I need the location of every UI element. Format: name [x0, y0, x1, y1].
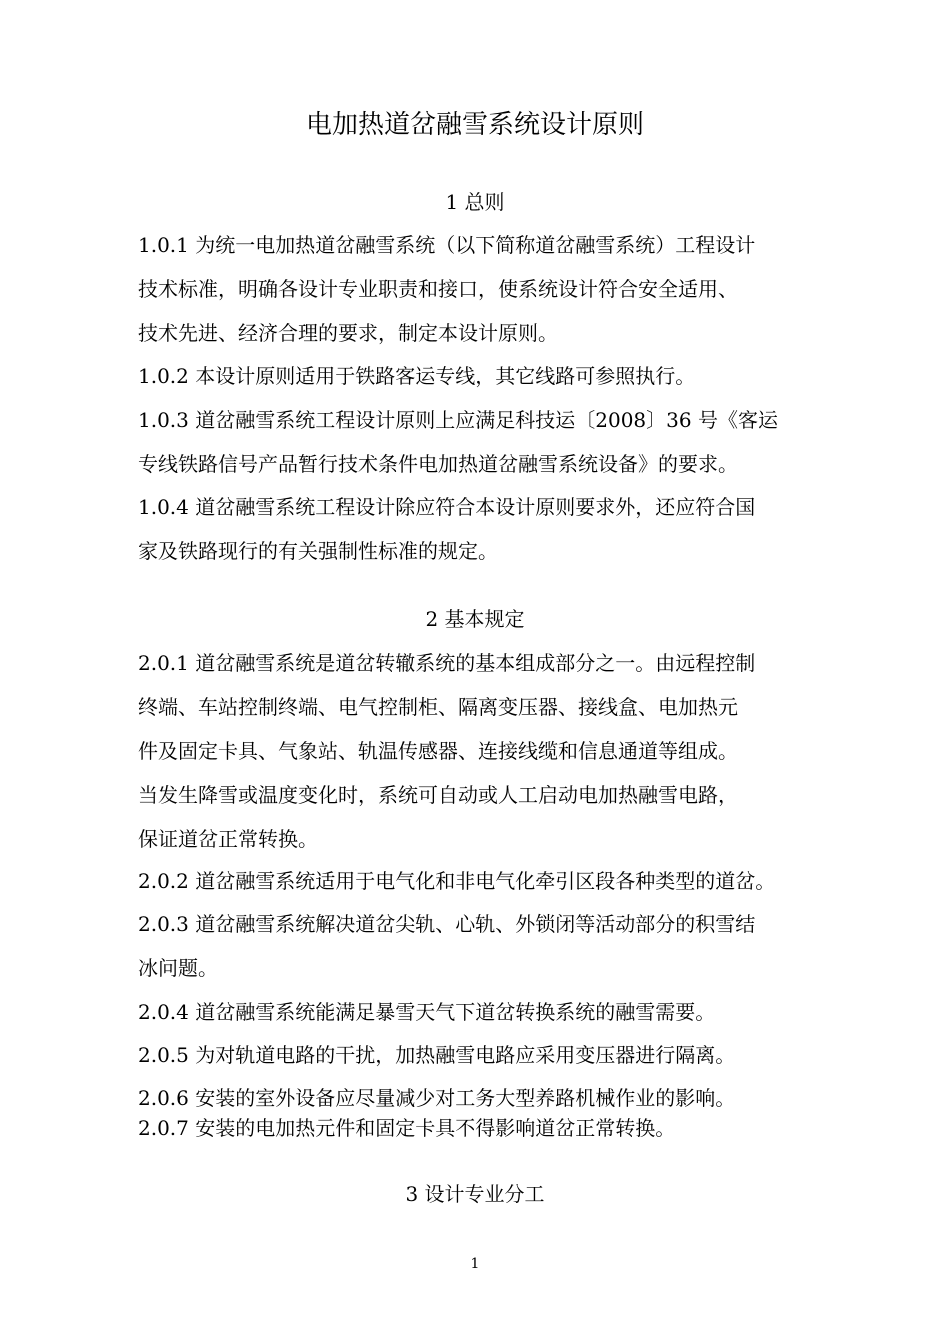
paragraph-2-0-5: 2.0.5 为对轨道电路的干扰，加热融雪电路应采用变压器进行隔离。 [138, 1043, 736, 1067]
paragraph-1-0-4: 1.0.4 道岔融雪系统工程设计除应符合本设计原则要求外，还应符合国 家及铁路现行的有关强制性标准的规定。 [138, 495, 756, 563]
paragraph-1-0-1: 1.0.1 为统一电加热道岔融雪系统（以下简称道岔融雪系统）工程设计 技术标准，明确各设计专业职责和接口，使系统设计符合安全适用、 技术先进、经济合理的要求，制定本设计原则。 [138, 233, 756, 345]
page-number: 1 [470, 1256, 480, 1272]
section-heading-3: 3 设计专业分工 [405, 1182, 545, 1206]
document-title: 电加热道岔融雪系统设计原则 [305, 110, 644, 140]
paragraph-1-0-2: 1.0.2 本设计原则适用于铁路客运专线，其它线路可参照执行。 [138, 364, 696, 388]
section-heading-2: 2 基本规定 [425, 607, 525, 631]
paragraph-2-0-6: 2.0.6 安装的室外设备应尽量减少对工务大型养路机械作业的影响。 [138, 1086, 736, 1110]
paragraph-2-0-2: 2.0.2 道岔融雪系统适用于电气化和非电气化牵引区段各种类型的道岔。 [138, 869, 776, 893]
paragraph-2-0-7: 2.0.7 安装的电加热元件和固定卡具不得影响道岔正常转换。 [138, 1116, 676, 1140]
paragraph-1-0-3: 1.0.3 道岔融雪系统工程设计原则上应满足科技运〔2008〕36 号《客运 专线铁路信号产品暂行技术条件电加热道岔融雪系统设备》的要求。 [138, 408, 778, 476]
paragraph-2-0-4: 2.0.4 道岔融雪系统能满足暴雪天气下道岔转换系统的融雪需要。 [138, 1000, 716, 1024]
paragraph-2-0-1: 2.0.1 道岔融雪系统是道岔转辙系统的基本组成部分之一。由远程控制 终端、车站控制终端、电气控制柜、隔离变压器、接线盒、电加热元 件及固定卡具、气象站、轨温传感器、连接线缆和信息通道等组成。 当发生降雪或温度变化时，系统可自动或人工启动电加热融雪电路， 保证道岔正常转换。 [138, 651, 756, 851]
section-heading-1: 1 总则 [445, 190, 505, 214]
paragraph-2-0-3: 2.0.3 道岔融雪系统解决道岔尖轨、心轨、外锁闭等活动部分的积雪结 冰问题。 [138, 912, 756, 980]
